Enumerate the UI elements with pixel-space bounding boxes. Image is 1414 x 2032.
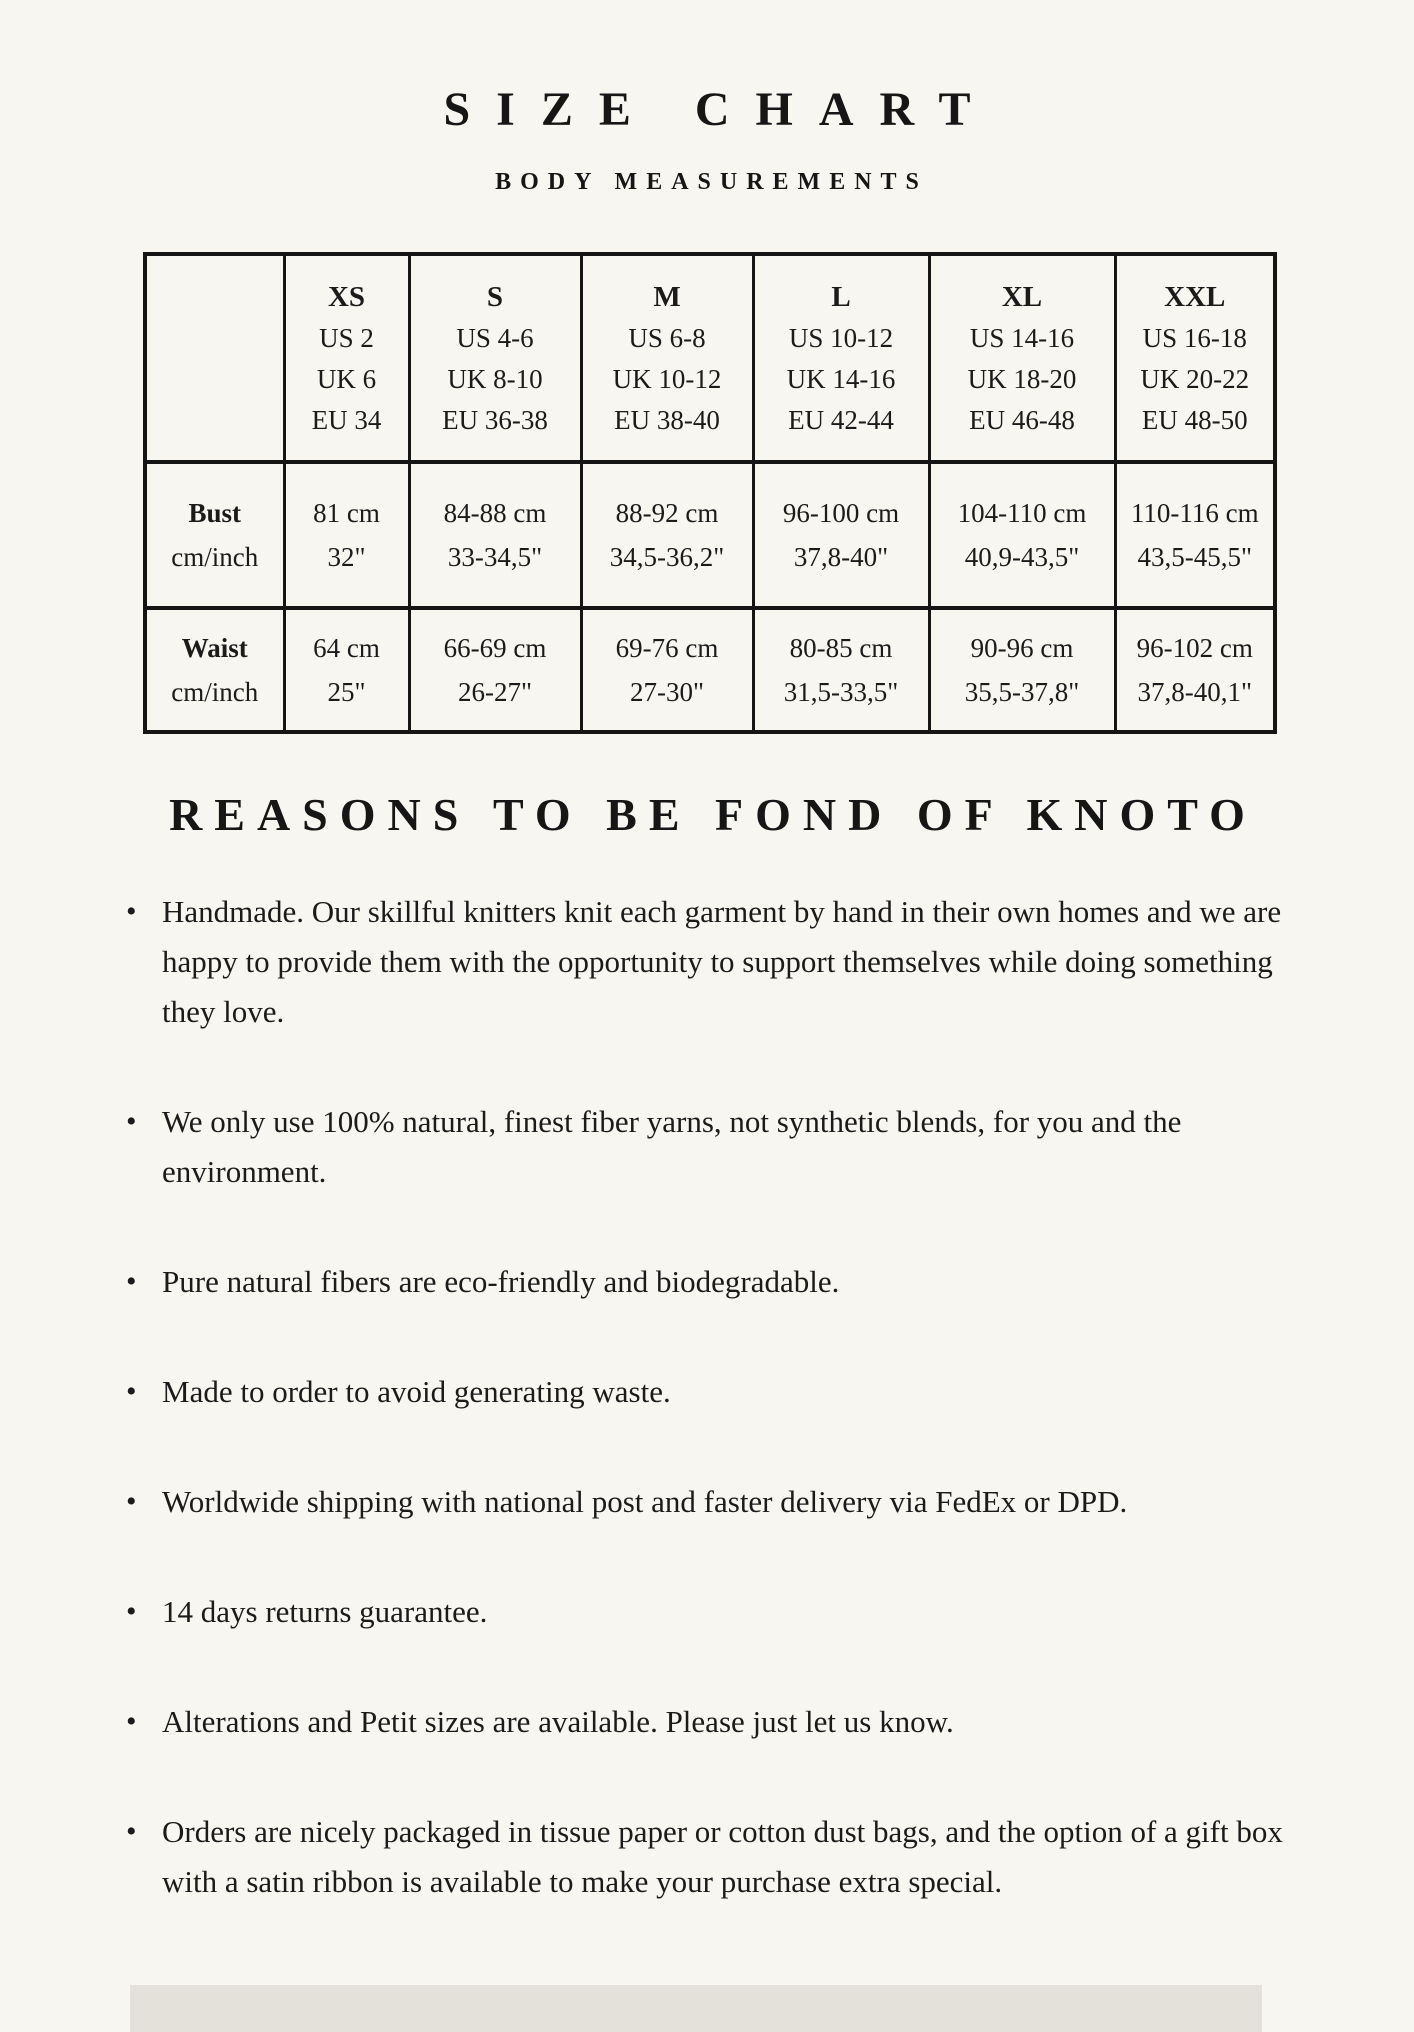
size-chart-page [0, 32, 1414, 2032]
us-size: US 16-18 [1142, 322, 1247, 353]
measure-label: Waist [181, 633, 248, 664]
bust-cell-xl [929, 462, 1115, 608]
inch-value: 32" [327, 542, 366, 573]
size-col-xs [284, 254, 409, 462]
us-size: US 2 [319, 322, 374, 353]
bust-cell-xs [284, 462, 409, 608]
waist-cell-s [409, 608, 581, 732]
waist-row [145, 608, 1275, 732]
us-size: US 4-6 [456, 322, 534, 353]
measure-unit: cm/inch [171, 677, 259, 708]
cm-value: 104-110 cm [957, 498, 1087, 529]
size-col-s [409, 254, 581, 462]
size-chart-table [143, 252, 1277, 734]
size-label: M [653, 280, 681, 313]
inch-value: 33-34,5" [447, 542, 543, 573]
reasons-list [162, 887, 1292, 1907]
eu-size: EU 42-44 [788, 404, 894, 435]
eu-size: EU 34 [311, 404, 382, 435]
inch-value: 25" [327, 677, 366, 708]
uk-size: UK 20-22 [1140, 363, 1250, 394]
size-col-m [581, 254, 753, 462]
bust-row [145, 462, 1275, 608]
list-item: • Made to order to avoid generating waste. [162, 1367, 1292, 1417]
list-item: • Pure natural fibers are eco-friendly and biodegradable. [162, 1257, 1292, 1307]
page-title: SIZE CHART [443, 83, 997, 137]
cm-value: 64 cm [313, 633, 380, 664]
inch-value: 26-27" [457, 677, 532, 708]
inch-value: 37,8-40" [793, 542, 889, 573]
list-item: • Worldwide shipping with national post and faster delivery via FedEx or DPD. [162, 1477, 1292, 1527]
size-label: XXL [1164, 280, 1226, 313]
us-size: US 6-8 [628, 322, 706, 353]
cm-value: 96-100 cm [782, 498, 900, 529]
inch-value: 37,8-40,1" [1137, 677, 1252, 708]
cm-value: 110-116 cm [1130, 498, 1259, 529]
inch-value: 43,5-45,5" [1137, 542, 1252, 573]
bust-cell-l [753, 462, 929, 608]
uk-size: UK 18-20 [967, 363, 1077, 394]
inch-value: 34,5-36,2" [609, 542, 725, 573]
cm-value: 80-85 cm [789, 633, 893, 664]
eu-size: EU 38-40 [614, 404, 720, 435]
inch-value: 31,5-33,5" [783, 677, 899, 708]
cm-value: 90-96 cm [970, 633, 1074, 664]
eu-size: EU 48-50 [1141, 404, 1248, 435]
list-item: • Alterations and Petit sizes are available. Please just let us know. [162, 1697, 1292, 1747]
list-item: • We only use 100% natural, finest fiber yarns, not synthetic blends, for you and the environment. [162, 1097, 1292, 1197]
reasons-heading: REASONS TO BE FOND OF KNOTO [169, 789, 1257, 841]
waist-cell-xl [929, 608, 1115, 732]
page-subtitle: BODY MEASUREMENTS [495, 169, 928, 196]
footer-strip [130, 1985, 1262, 2032]
list-item: • Handmade. Our skillful knitters knit each garment by hand in their own homes and we are happy to provide them with the opportunity to support themselves while doing something they love. [162, 887, 1292, 1037]
us-size: US 10-12 [788, 322, 894, 353]
uk-size: UK 10-12 [612, 363, 722, 394]
cm-value: 69-76 cm [615, 633, 719, 664]
eu-size: EU 36-38 [442, 404, 548, 435]
measure-label: Bust [188, 498, 242, 529]
waist-cell-m [581, 608, 753, 732]
size-label: XL [1001, 280, 1043, 313]
size-label: L [831, 280, 851, 313]
size-label: XS [327, 280, 366, 313]
cm-value: 81 cm [313, 498, 380, 529]
measure-unit: cm/inch [171, 542, 259, 573]
bust-row-label [145, 462, 284, 608]
size-label: S [486, 280, 504, 313]
us-size: US 14-16 [969, 322, 1075, 353]
waist-cell-l [753, 608, 929, 732]
size-col-xxl [1115, 254, 1275, 462]
size-col-l [753, 254, 929, 462]
corner-cell [145, 254, 284, 462]
list-item: • Orders are nicely packaged in tissue paper or cotton dust bags, and the option of a gift box with a satin ribbon is available to make your purchase extra special. [162, 1807, 1292, 1907]
uk-size: UK 8-10 [447, 363, 543, 394]
uk-size: UK 14-16 [786, 363, 896, 394]
inch-value: 27-30" [629, 677, 704, 708]
waist-row-label [145, 608, 284, 732]
inch-value: 35,5-37,8" [964, 677, 1080, 708]
table-header-row [145, 254, 1275, 462]
waist-cell-xs [284, 608, 409, 732]
bust-cell-xxl [1115, 462, 1275, 608]
uk-size: UK 6 [316, 363, 377, 394]
cm-value: 66-69 cm [443, 633, 547, 664]
inch-value: 40,9-43,5" [964, 542, 1080, 573]
bust-cell-s [409, 462, 581, 608]
waist-cell-xxl [1115, 608, 1275, 732]
list-item: • 14 days returns guarantee. [162, 1587, 1292, 1637]
size-col-xl [929, 254, 1115, 462]
bust-cell-m [581, 462, 753, 608]
cm-value: 88-92 cm [615, 498, 719, 529]
cm-value: 84-88 cm [443, 498, 547, 529]
eu-size: EU 46-48 [969, 404, 1075, 435]
cm-value: 96-102 cm [1136, 633, 1253, 664]
